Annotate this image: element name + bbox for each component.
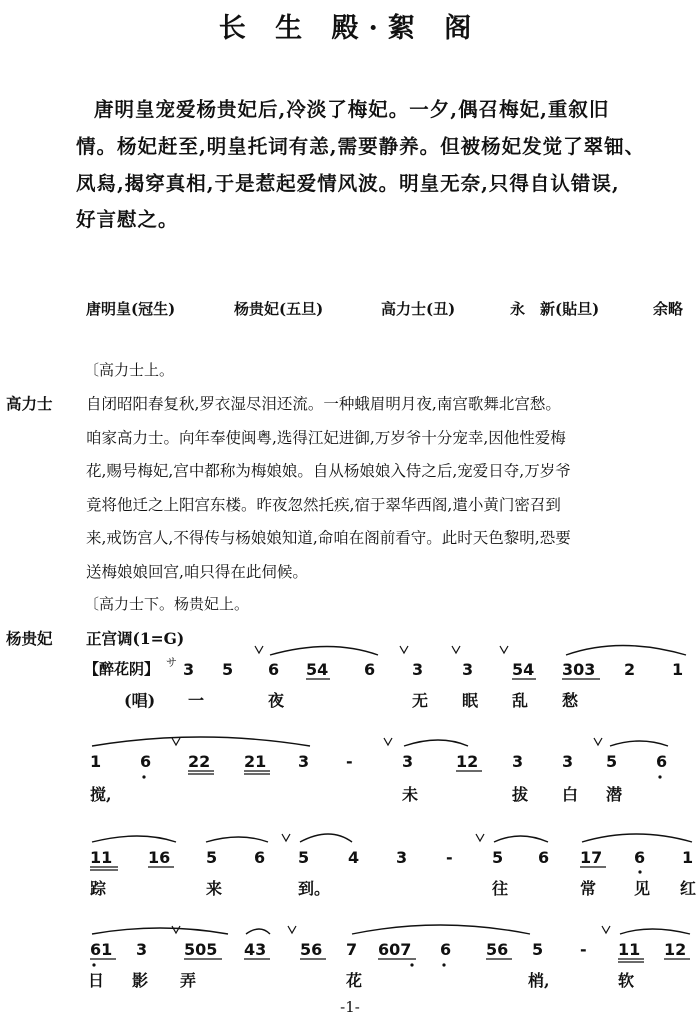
lyric: 常 (580, 879, 597, 898)
note: 3 (136, 940, 148, 959)
lyric: 梢, (528, 971, 550, 990)
speech-line: 竟将他迁之上阳宫东楼。昨夜忽然托疾,宿于翠华西阁,遣小黄门密召到 (86, 496, 561, 514)
note: 6 (634, 848, 646, 867)
synopsis-line: 情。杨妃赶至,明皇托词有恙,需要静养。但被杨妃发觉了翠钿、 (76, 135, 646, 158)
note: 5 (492, 848, 504, 867)
lyric: 未 (402, 785, 419, 804)
note: 56 (486, 940, 509, 959)
note: 54 (512, 660, 535, 679)
note: 1 (90, 752, 102, 771)
lyric: 搅, (90, 785, 112, 804)
note: 12 (664, 940, 687, 959)
lyric: 影 (132, 971, 149, 990)
note: 1 (672, 660, 684, 679)
note: 6 (268, 660, 280, 679)
lyric: 往 (492, 879, 509, 898)
note: 3 (512, 752, 524, 771)
page-title: 长 生 殿·絮 阁 (218, 13, 482, 44)
speech-line: 送梅娘娘回宫,咱只得在此伺候。 (86, 563, 308, 581)
lyric: 愁 (562, 691, 579, 710)
speech-line: 来,戒饬宫人,不得传与杨娘娘知道,命咱在阁前看守。此时天色黎明,恐要 (86, 529, 571, 547)
note: 1 (682, 848, 694, 867)
note: 607 (378, 940, 412, 959)
note: 6 (440, 940, 452, 959)
note: 7 (346, 940, 358, 959)
note: 11 (618, 940, 641, 959)
lyric: 弄 (180, 971, 197, 990)
note: 17 (580, 848, 603, 867)
note: 6 (140, 752, 152, 771)
note: - (580, 940, 587, 959)
lyric: 花 (346, 971, 363, 990)
note: 3 (402, 752, 414, 771)
note: 5 (532, 940, 544, 959)
note: 22 (188, 752, 211, 771)
lyric: 一 (188, 691, 205, 710)
lyric: 拔 (512, 785, 529, 804)
note: 6 (538, 848, 550, 867)
note: 505 (184, 940, 218, 959)
note: 4 (348, 848, 360, 867)
mode-label: 正宫调(1=G) (86, 629, 185, 648)
note: 11 (90, 848, 113, 867)
note: 5 (298, 848, 310, 867)
lyric: 来 (206, 879, 223, 898)
note: 3 (412, 660, 424, 679)
lyric: 无 (412, 691, 429, 710)
lyric: 潜 (606, 785, 623, 804)
note: 5 (206, 848, 218, 867)
cast-member: 唐明皇(冠生) (86, 300, 176, 318)
note: 6 (254, 848, 266, 867)
note: 6 (364, 660, 376, 679)
note: 3 (396, 848, 408, 867)
cast-member: 余略 (653, 300, 684, 318)
note: 5 (222, 660, 234, 679)
speech-line: 花,赐号梅妃,宫中都称为梅娘娘。自从杨娘娘入侍之后,宠爱日夺,万岁爷 (86, 462, 571, 480)
lyric: 夜 (268, 691, 285, 710)
note: 6 (656, 752, 668, 771)
note: 2 (624, 660, 636, 679)
lyric: 红 (680, 879, 697, 898)
note: 56 (300, 940, 323, 959)
lyric: 见 (634, 879, 651, 898)
speech-line: 咱家高力士。向年奉使闽粤,选得江妃进御,万岁爷十分宠幸,因他性爱梅 (86, 429, 566, 447)
note: 54 (306, 660, 329, 679)
synopsis-line: 唐明皇宠爱杨贵妃后,冷淡了梅妃。一夕,偶召梅妃,重叙旧 (94, 98, 610, 121)
note: 3 (183, 660, 195, 679)
lyric: 踪 (90, 879, 107, 898)
note: 16 (148, 848, 171, 867)
tempo-mark: サ (166, 656, 177, 669)
sing-mark: (唱) (124, 691, 156, 710)
synopsis-line: 好言慰之。 (76, 208, 179, 231)
note: 3 (462, 660, 474, 679)
tune-name: 【醉花阴】 (84, 660, 160, 678)
cast-member: 杨贵妃(五旦) (234, 300, 324, 318)
page-number: -1- (340, 998, 360, 1016)
lyric: 到。 (298, 879, 331, 898)
note: 3 (562, 752, 574, 771)
lyric: 白 (562, 785, 579, 804)
stage-direction: 〔高力士上。 (84, 361, 175, 379)
note: 12 (456, 752, 479, 771)
note: - (446, 848, 453, 867)
speaker-label: 高力士 (6, 394, 53, 413)
speech-line: 自闭昭阳春复秋,罗衣湿尽泪还流。一种蛾眉明月夜,南宫歌舞北宫愁。 (86, 395, 561, 413)
lyric: 乱 (512, 691, 529, 710)
note: 43 (244, 940, 267, 959)
cast-member: 高力士(丑) (381, 300, 456, 318)
lyric: 软 (618, 971, 635, 990)
note: 3 (298, 752, 310, 771)
note: 21 (244, 752, 267, 771)
lyric: 日 (88, 971, 105, 990)
stage-direction: 〔高力士下。杨贵妃上。 (84, 595, 250, 613)
lyric: 眠 (462, 691, 479, 710)
note: 61 (90, 940, 113, 959)
note: - (346, 752, 353, 771)
synopsis-line: 凤舄,揭穿真相,于是惹起爱情风波。明皇无奈,只得自认错误, (76, 172, 620, 195)
note: 303 (562, 660, 596, 679)
note: 5 (606, 752, 618, 771)
cast-member: 永 新(貼旦) (510, 300, 600, 318)
speaker-label: 杨贵妃 (6, 629, 53, 648)
